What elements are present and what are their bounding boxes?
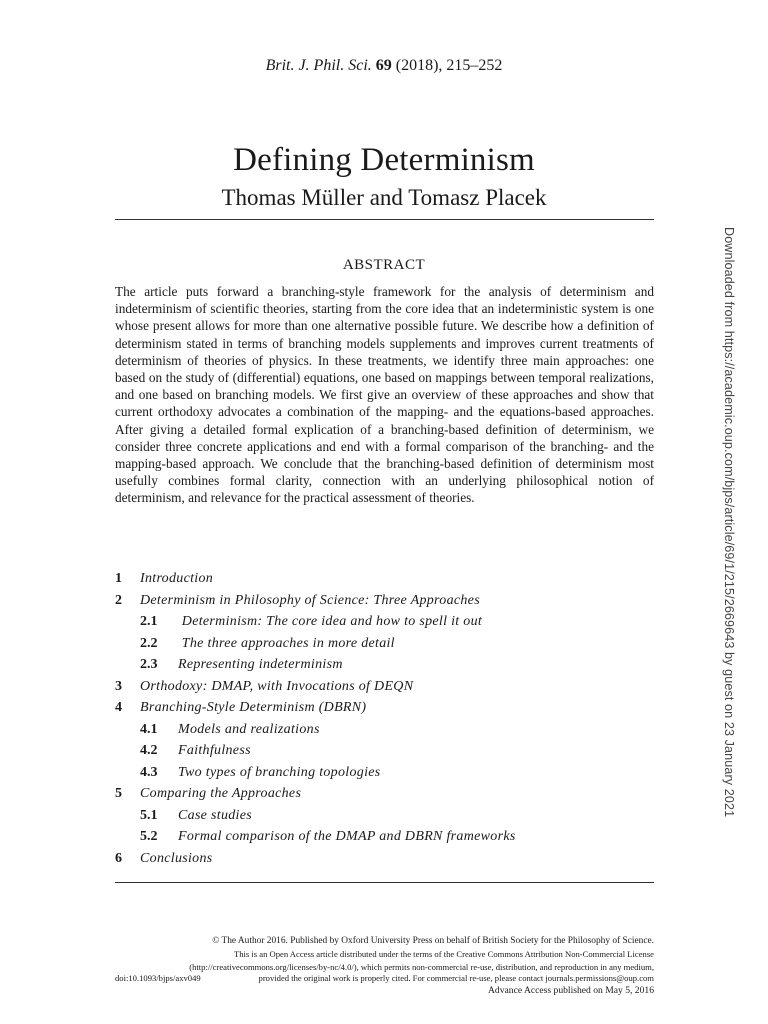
toc-section [115, 676, 655, 698]
journal-name: Brit. J. Phil. Sci. [265, 57, 372, 74]
toc-number: 6 [115, 850, 122, 866]
toc-section [115, 783, 655, 805]
journal-reference [0, 56, 768, 76]
toc-subsection [115, 762, 655, 784]
toc-title: Formal comparison of the DMAP and DBRN frameworks [178, 829, 516, 844]
toc-title: Conclusions [140, 850, 213, 866]
toc-section [115, 590, 655, 612]
toc-section [115, 697, 655, 719]
toc-title: Faithfulness [178, 743, 251, 758]
table-of-contents [115, 568, 655, 869]
toc-number: 2.1 [140, 614, 158, 629]
toc-title: Representing indeterminism [178, 657, 343, 672]
toc-number: 5.2 [140, 829, 158, 844]
license-line-1: This is an Open Access article distributed under the terms of the Creative Commons Attribution Non-Commercial License [233, 949, 654, 959]
toc-title: Branching-Style Determinism (DBRN) [140, 700, 367, 715]
journal-year-pages: (2018), 215–252 [395, 57, 503, 74]
abstract-heading: ABSTRACT [342, 257, 426, 273]
download-watermark: Downloaded from https://academic.oup.com/bjps/article/69/1/215/2669643 by guest on 23 January 2021 [722, 227, 736, 818]
toc-title: Determinism in Philosophy of Science: Three Approaches [140, 592, 480, 608]
toc-title: Introduction [140, 571, 214, 586]
toc-title: Determinism: The core idea and how to spell it out [178, 614, 483, 629]
bottom-divider [115, 882, 654, 883]
license-line-2: (http://creativecommons.org/licenses/by-nc/4.0/), which permits non-commercial re-use, distribution, and reproduction in any medium, [189, 962, 654, 972]
article-authors: Thomas Müller and Tomasz Placek [221, 185, 547, 210]
copyright-notice: © The Author 2016. Published by Oxford University Press on behalf of British Society for the Philosophy of Science. [212, 936, 654, 946]
top-divider [115, 219, 654, 220]
toc-subsection [115, 633, 655, 655]
toc-number: 3 [115, 678, 122, 694]
toc-number: 4.1 [140, 721, 158, 737]
toc-title: The three approaches in more detail [178, 635, 395, 651]
advance-access-date: Advance Access published on May 5, 2016 [488, 985, 654, 996]
toc-subsection [115, 740, 655, 762]
toc-number: 2.3 [140, 657, 158, 672]
toc-title: Models and realizations [178, 721, 320, 737]
toc-subsection [115, 805, 655, 827]
toc-number: 1 [115, 571, 122, 586]
toc-number: 5 [115, 786, 122, 801]
toc-subsection [115, 826, 655, 848]
license-line-3: provided the original work is properly cited. For commercial re-use, please contact journals.permissions@oup.com [258, 973, 654, 983]
doi: doi:10.1093/bjps/axv049 [115, 973, 201, 983]
toc-number: 2 [115, 592, 122, 608]
toc-section [115, 848, 655, 870]
toc-title: Two types of branching topologies [178, 764, 381, 780]
toc-number: 4 [115, 700, 122, 715]
toc-subsection [115, 611, 655, 633]
toc-subsection [115, 719, 655, 741]
journal-volume: 69 [375, 57, 392, 74]
abstract-text: The article puts forward a branching-style framework for the analysis of determinism and indeterminism of scientific theories, starting from the core idea that an indeterministic system is one whose present allows for more than one alternative possible future. We describe how a definition of determinism stated in terms of branching models supplements and improves current treatments of determinism of theories of physics. In these treatments, we identify three main approaches: one based on the study of (differential) equations, one based on mappings between temporal realizations, and one based on branching models. We first give an overview of these approaches and show that current orthodoxy advocates a combination of the mapping- and the equations-based approaches. After giving a detailed formal explication of a branching-based definition of determinism, we consider three concrete applications and end with a formal comparison of the branching- and the mapping-based approach. We conclude that the branching-based definition of determinism most usefully combines formal clarity, connection with an underlying philosophical notion of determinism, and relevance for the practical assessment of theories. [115, 284, 654, 506]
toc-title: Case studies [178, 807, 252, 823]
toc-number: 5.1 [140, 807, 158, 823]
toc-number: 4.2 [140, 743, 158, 758]
toc-number: 2.2 [140, 635, 158, 651]
toc-title: Orthodoxy: DMAP, with Invocations of DEQN [140, 678, 414, 694]
toc-number: 4.3 [140, 764, 158, 780]
article-title: Defining Determinism [233, 142, 535, 178]
toc-subsection [115, 654, 655, 676]
toc-section [115, 568, 655, 590]
toc-title: Comparing the Approaches [140, 786, 302, 801]
